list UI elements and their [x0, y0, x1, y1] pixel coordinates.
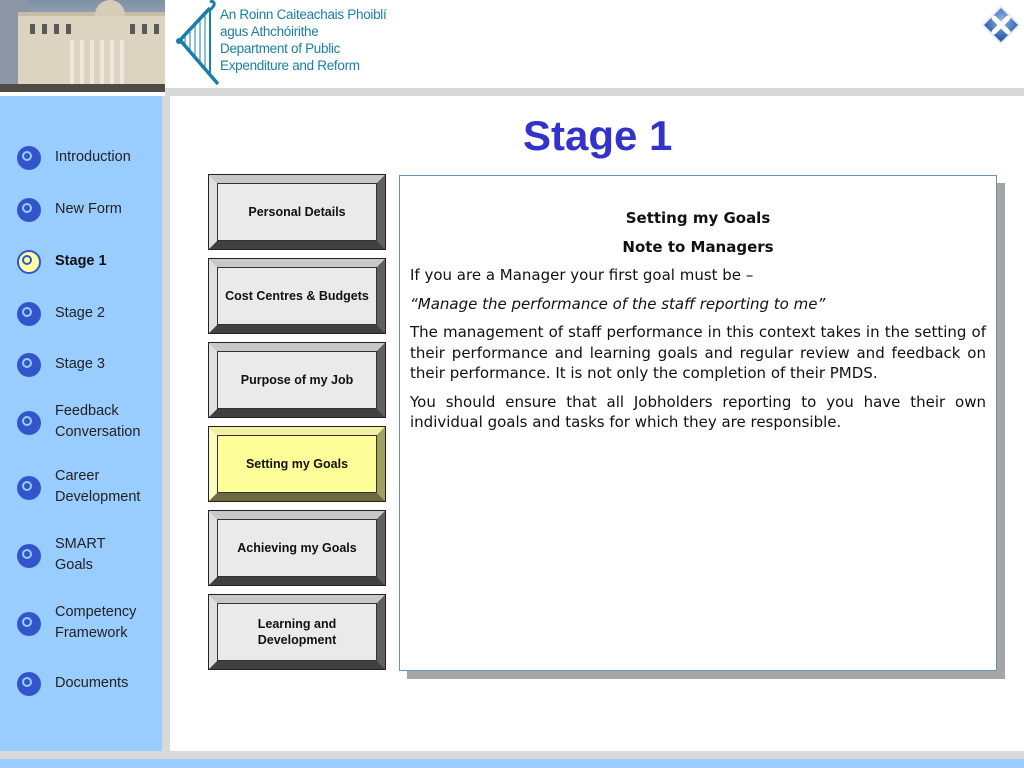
- content-subheading: Note to Managers: [622, 237, 774, 256]
- sidebar-item-label: New Form: [55, 201, 122, 217]
- sidebar-item-label: Competency Framework: [55, 604, 137, 641]
- nav-bullet-icon: [17, 198, 41, 222]
- footer-bar: [0, 759, 1024, 768]
- harp-logo-icon: [170, 0, 222, 88]
- stage-button-label: Learning and Development: [257, 617, 337, 647]
- stage-button-label: Achieving my Goals: [237, 541, 357, 555]
- nav-bullet-icon: [17, 612, 41, 636]
- stage-button-label: Setting my Goals: [245, 457, 349, 471]
- stage-button-label: Cost Centres & Budgets: [225, 289, 369, 303]
- content-quote: “Manage the performance of the staff reporting to me”: [410, 294, 826, 313]
- sidebar-item-smart-goals[interactable]: [0, 536, 160, 573]
- logo-line: An Roinn Caiteachais Phoiblí: [220, 7, 387, 22]
- stage-button-setting-my-goals[interactable]: [208, 426, 386, 502]
- footer-divider: [0, 751, 1024, 759]
- nav-bullet-icon: [17, 146, 41, 170]
- stage-button-label: Purpose of my Job: [240, 373, 354, 387]
- sidebar-item-label: Introduction: [55, 149, 131, 165]
- content-panel: [399, 175, 997, 671]
- sidebar-item-competency-framework[interactable]: [0, 604, 160, 641]
- sidebar-item-label: Documents: [55, 675, 129, 691]
- logo-line: Department of Public: [220, 41, 341, 56]
- stage-button-label: Personal Details: [248, 205, 346, 219]
- sidebar-item-label: Stage 3: [55, 356, 105, 372]
- stage-button-personal-details[interactable]: [208, 174, 386, 250]
- close-icon[interactable]: [980, 4, 1022, 46]
- nav-bullet-icon: [17, 544, 41, 568]
- content-paragraph: You should ensure that all Jobholders reporting to you have their own individual goals and tasks for which they are responsible.: [410, 392, 986, 431]
- government-buildings-photo: [0, 0, 165, 92]
- sidebar-item-label: Feedback Conversation: [55, 403, 141, 440]
- logo-line: Expenditure and Reform: [220, 58, 360, 73]
- nav-bullet-icon: [17, 672, 41, 696]
- department-logo-text: [220, 6, 386, 74]
- nav-bullet-icon: [17, 302, 41, 326]
- stage-button-learning-and-development[interactable]: [208, 594, 386, 670]
- sidebar-item-stage-2[interactable]: [0, 302, 160, 326]
- nav-bullet-active-icon: [17, 250, 41, 274]
- sidebar-item-documents[interactable]: [0, 672, 160, 696]
- sidebar-item-stage-3[interactable]: [0, 353, 160, 377]
- sidebar-item-label: SMART Goals: [55, 536, 106, 573]
- nav-bullet-icon: [17, 411, 41, 435]
- logo-line: agus Athchóirithe: [220, 24, 319, 39]
- content-intro: If you are a Manager your first goal must be –: [410, 266, 754, 284]
- sidebar-item-label: Stage 1: [55, 253, 107, 269]
- page-title: Stage 1: [523, 112, 673, 159]
- stage-button-cost-centres-budgets[interactable]: [208, 258, 386, 334]
- sidebar-divider: [162, 96, 170, 751]
- sidebar-item-career-development[interactable]: [0, 468, 160, 505]
- header: [0, 0, 1024, 92]
- sidebar-item-new-form[interactable]: [0, 198, 160, 222]
- nav-bullet-icon: [17, 476, 41, 500]
- sidebar-item-stage-1[interactable]: [0, 250, 160, 274]
- sidebar-item-introduction[interactable]: [0, 146, 160, 170]
- content-paragraph: The management of staff performance in this context takes in the setting of their performance and learning goals and regular review and feedback on their performance. It is not only the completion of their PMDS.: [410, 323, 986, 382]
- nav-bullet-icon: [17, 353, 41, 377]
- stage-button-achieving-my-goals[interactable]: [208, 510, 386, 586]
- sidebar-item-label: Career Development: [55, 468, 141, 505]
- content-heading: Setting my Goals: [625, 209, 771, 227]
- stage-button-purpose-of-my-job[interactable]: [208, 342, 386, 418]
- sidebar-item-label: Stage 2: [55, 305, 105, 321]
- header-divider: [165, 88, 1024, 96]
- sidebar-item-feedback-conversation[interactable]: [0, 403, 160, 440]
